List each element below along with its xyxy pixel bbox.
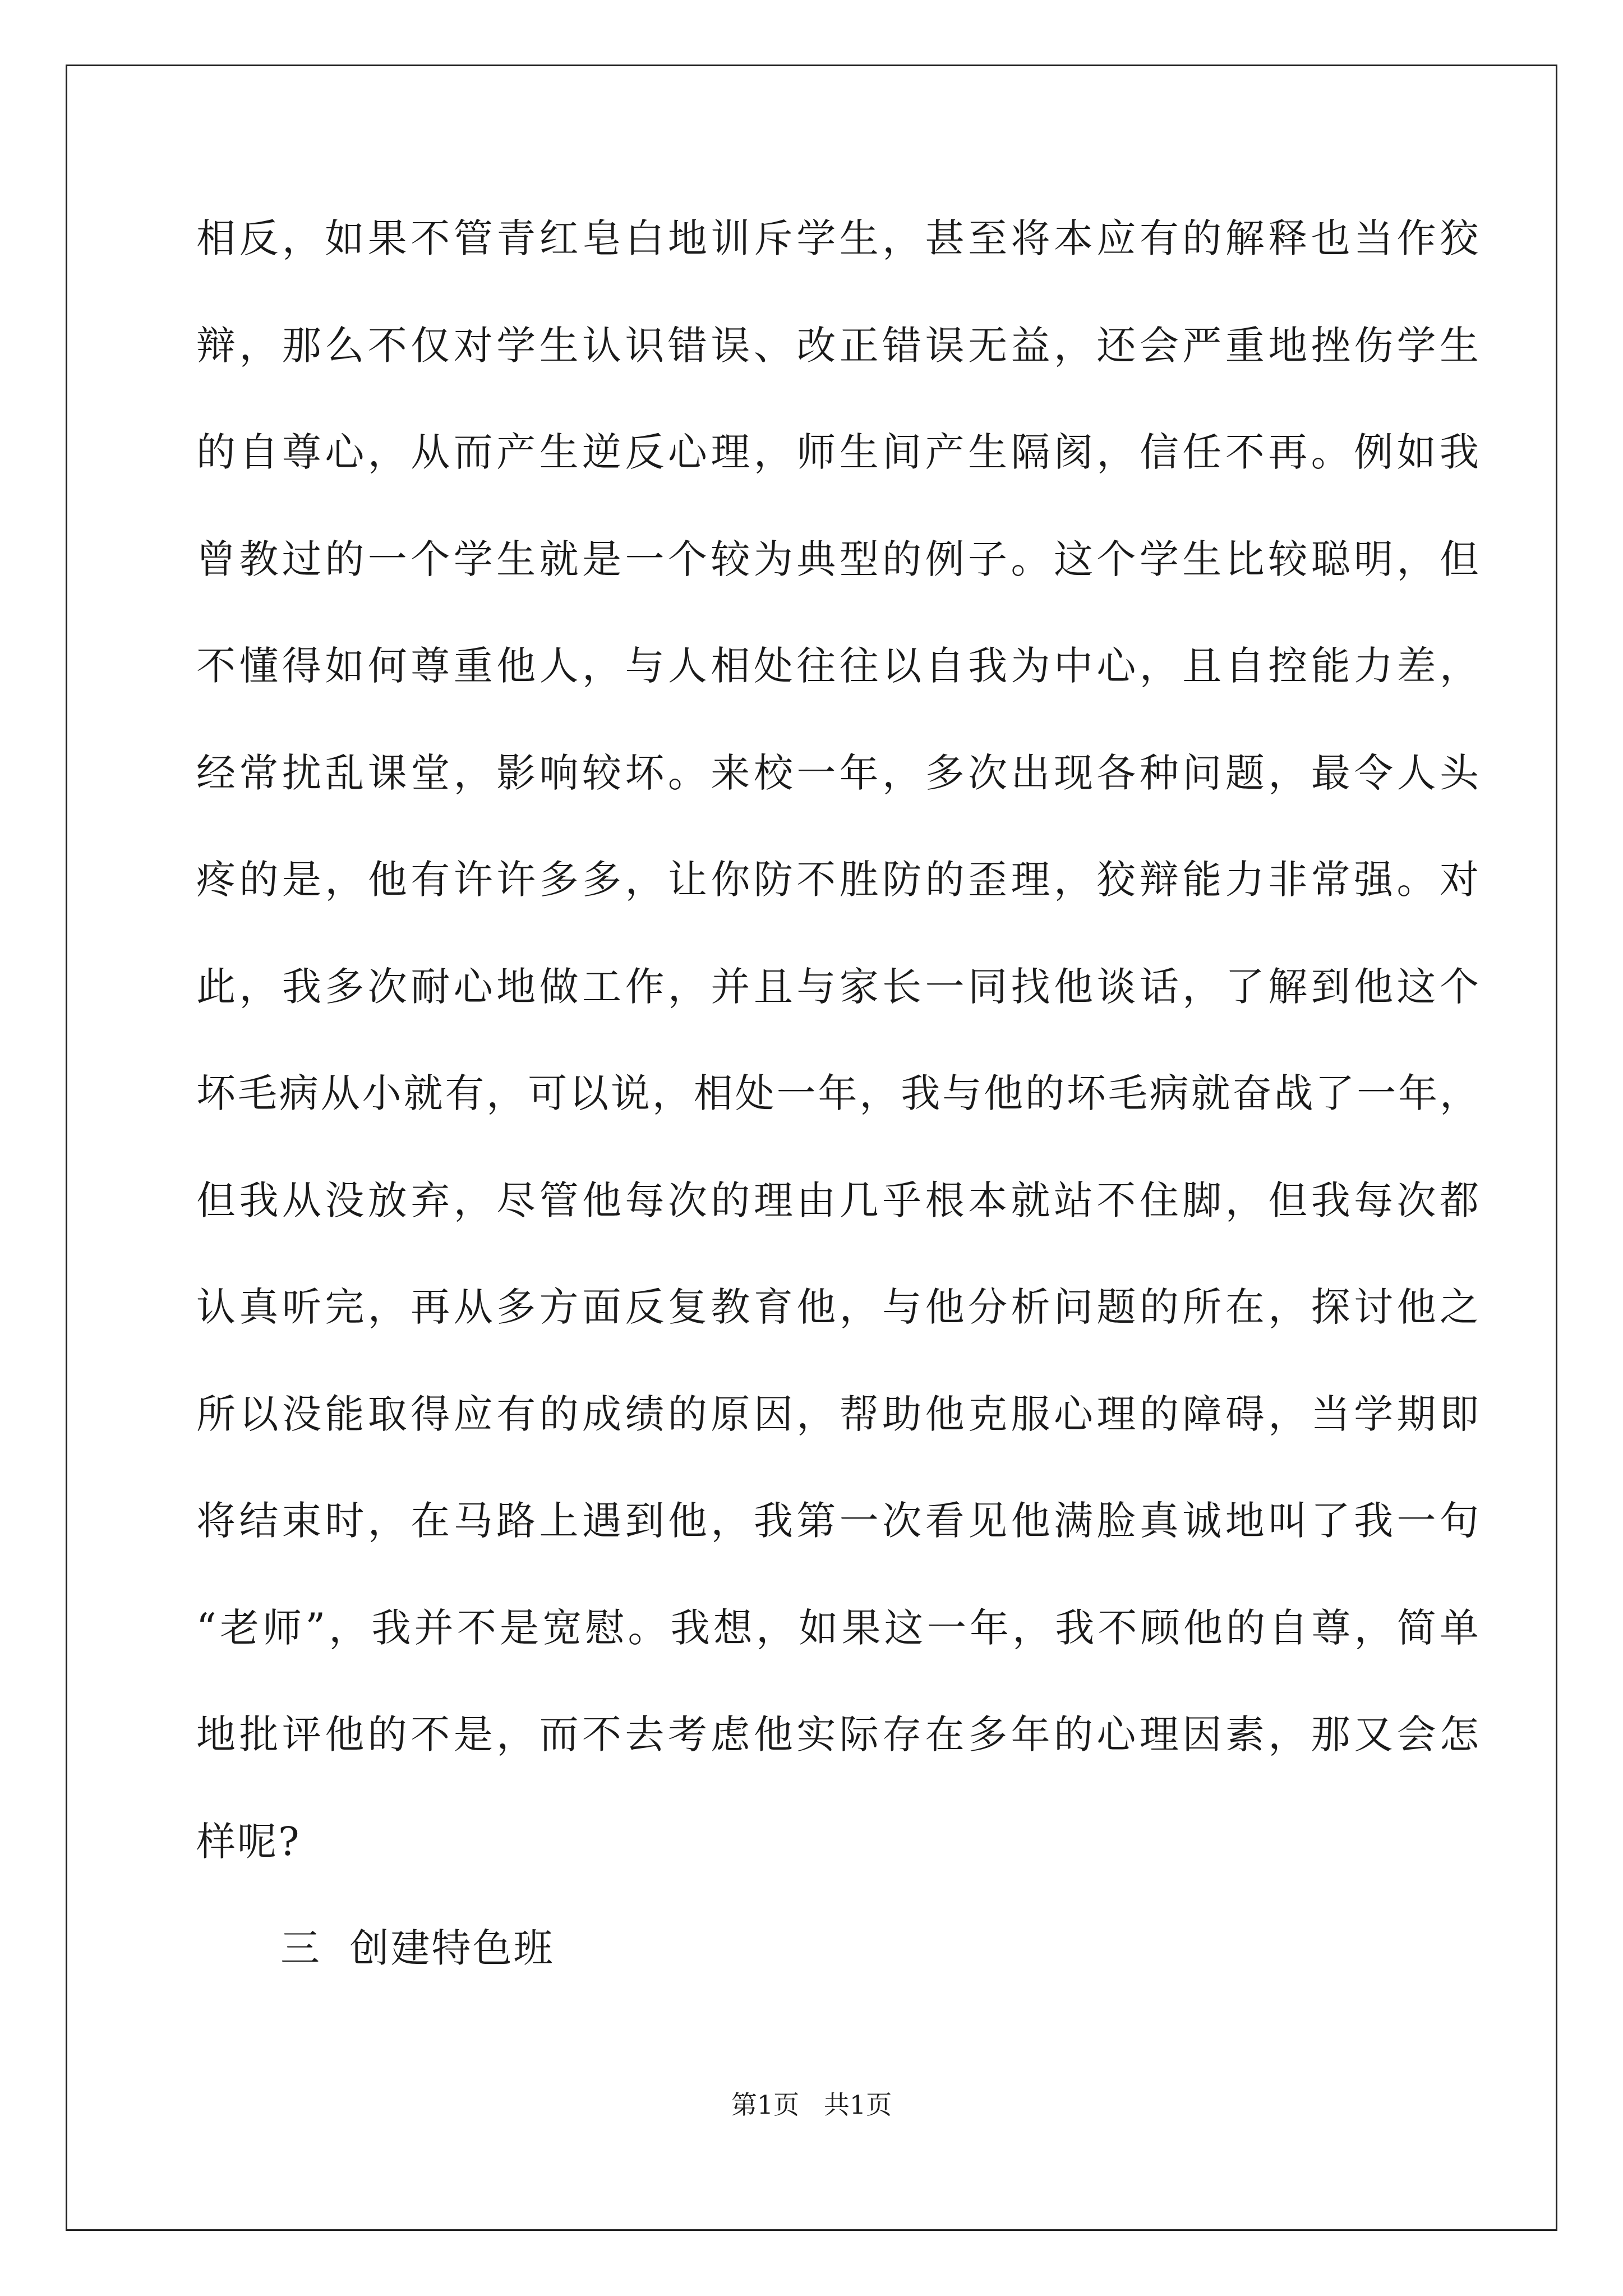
paragraph-line: 将结束时，在马路上遇到他，我第一次看见他满脸真诚地叫了我一句 <box>196 1498 1481 1544</box>
paragraph-line: 坏毛病从小就有，可以说，相处一年，我与他的坏毛病就奋战了一年， <box>196 1070 1481 1116</box>
paragraph-line: 疼的是，他有许许多多，让你防不胜防的歪理，狡辩能力非常强。对 <box>196 857 1481 903</box>
paragraph-line: 不懂得如何尊重他人，与人相处往往以自我为中心，且自控能力差， <box>196 643 1481 689</box>
paragraph-line-last: 样呢? <box>196 1818 301 1865</box>
paragraph-line: 认真听完，再从多方面反复教育他，与他分析问题的所在，探讨他之 <box>196 1284 1481 1330</box>
paragraph-line: “老师”，我并不是宽慰。我想，如果这一年，我不顾他的自尊，简单 <box>196 1604 1481 1651</box>
paragraph-line: 的自尊心，从而产生逆反心理，师生间产生隔阂，信任不再。例如我 <box>196 429 1481 475</box>
paragraph-line: 此，我多次耐心地做工作，并且与家长一同找他谈话，了解到他这个 <box>196 963 1481 1010</box>
paragraph-line: 相反，如果不管青红皂白地训斥学生，甚至将本应有的解释也当作狡 <box>196 215 1481 261</box>
paragraph-line: 地批评他的不是，而不去考虑他实际存在多年的心理因素，那又会怎 <box>196 1711 1481 1757</box>
paragraph-line: 但我从没放弃，尽管他每次的理由几乎根本就站不住脚，但我每次都 <box>196 1177 1481 1223</box>
document-body <box>196 202 1481 2018</box>
section-heading: 三 创建特色班 <box>280 1925 555 1971</box>
paragraph-line: 所以没能取得应有的成绩的原因，帮助他克服心理的障碍，当学期即 <box>196 1391 1481 1437</box>
paragraph-line: 经常扰乱课堂，影响较坏。来校一年，多次出现各种问题，最令人头 <box>196 749 1481 796</box>
page-footer: 第1页 共1页 <box>731 2090 892 2120</box>
paragraph-line: 辩，那么不仅对学生认识错误、改正错误无益，还会严重地挫伤学生 <box>196 322 1481 369</box>
paragraph-line: 曾教过的一个学生就是一个较为典型的例子。这个学生比较聪明，但 <box>196 536 1481 582</box>
